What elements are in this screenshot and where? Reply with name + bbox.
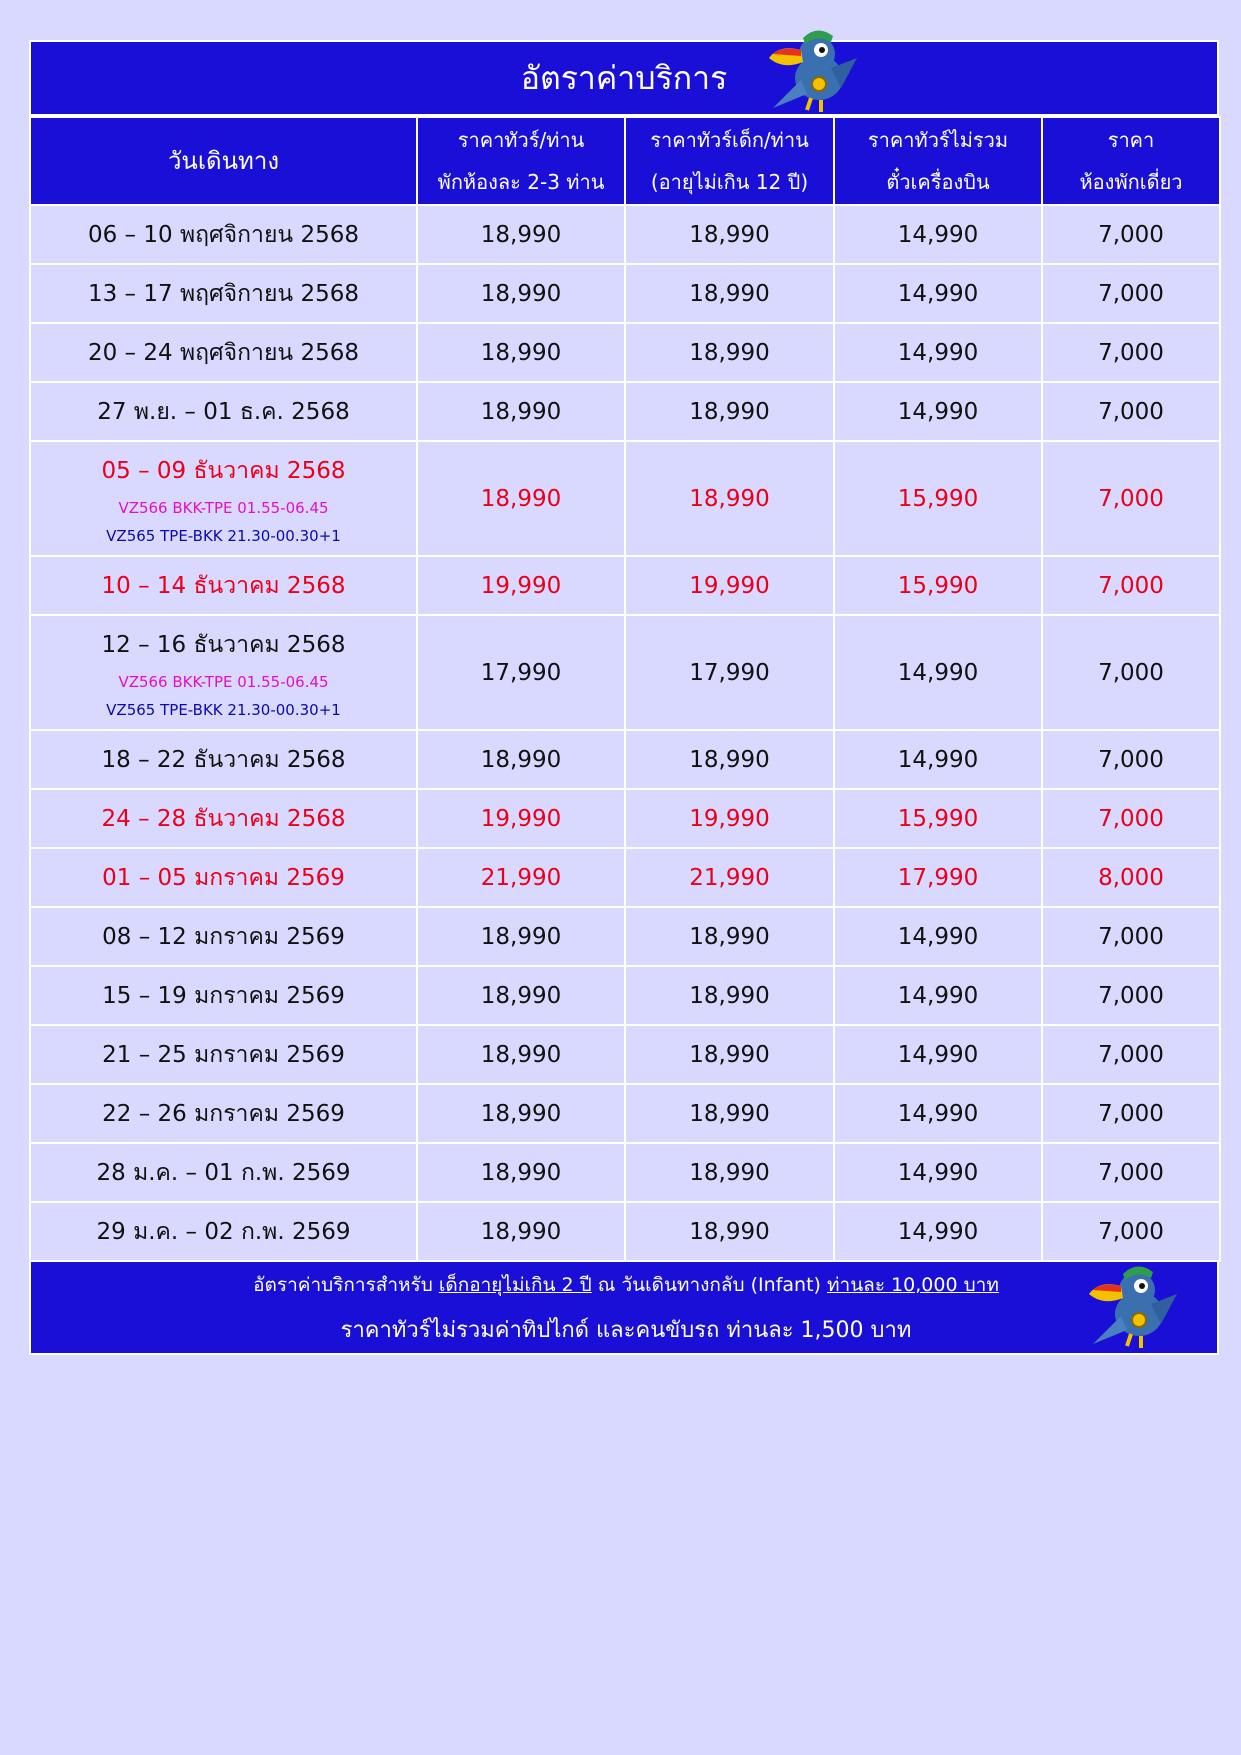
cell-no-flight-price: 14,990	[834, 907, 1042, 966]
tip-note: ราคาทัวร์ไม่รวมค่าทิปไกด์ และคนขับรถ ท่านละ 1,500 บาท	[340, 1318, 912, 1343]
cell-date: 27 พ.ย. – 01 ธ.ค. 2568	[30, 382, 417, 441]
cell-single-room: 7,000	[1042, 615, 1220, 730]
table-row	[30, 615, 1220, 730]
table-row	[30, 1084, 1220, 1143]
cell-single-room: 7,000	[1042, 1084, 1220, 1143]
cell-single-room: 7,000	[1042, 323, 1220, 382]
cell-adult-price: 18,990	[417, 441, 625, 556]
cell-child-price: 18,990	[625, 966, 834, 1025]
cell-no-flight-price: 14,990	[834, 730, 1042, 789]
cell-no-flight-price: 14,990	[834, 382, 1042, 441]
cell-date: 08 – 12 มกราคม 2569	[30, 907, 417, 966]
page-title: อัตราค่าบริการ	[520, 58, 728, 97]
cell-single-room: 7,000	[1042, 264, 1220, 323]
table-row	[30, 966, 1220, 1025]
cell-adult-price: 18,990	[417, 1084, 625, 1143]
cell-date: 15 – 19 มกราคม 2569	[30, 966, 417, 1025]
rates-table	[29, 116, 1221, 1262]
cell-date: 12 – 16 ธันวาคม 2568 VZ566 BKK-TPE 01.55-06.45 VZ565 TPE-BKK 21.30-00.30+1	[30, 615, 417, 730]
cell-date: 01 – 05 มกราคม 2569	[30, 848, 417, 907]
return-flight: VZ565 TPE-BKK 21.30-00.30+1	[106, 526, 341, 545]
cell-no-flight-price: 14,990	[834, 966, 1042, 1025]
header-no-flight-price: ราคาทัวร์ไม่รวม ตั๋วเครื่องบิน	[834, 117, 1042, 205]
cell-single-room: 8,000	[1042, 848, 1220, 907]
cell-adult-price: 18,990	[417, 907, 625, 966]
cell-no-flight-price: 14,990	[834, 205, 1042, 264]
cell-adult-price: 18,990	[417, 205, 625, 264]
rate-sheet	[29, 40, 1219, 1355]
cell-child-price: 19,990	[625, 556, 834, 615]
cell-date: 21 – 25 มกราคม 2569	[30, 1025, 417, 1084]
toucan-mascot-icon	[1081, 1254, 1181, 1354]
table-row	[30, 848, 1220, 907]
cell-no-flight-price: 14,990	[834, 264, 1042, 323]
cell-child-price: 21,990	[625, 848, 834, 907]
cell-single-room: 7,000	[1042, 1025, 1220, 1084]
cell-adult-price: 18,990	[417, 966, 625, 1025]
return-flight: VZ565 TPE-BKK 21.30-00.30+1	[106, 700, 341, 719]
table-row	[30, 556, 1220, 615]
header-child-price: ราคาทัวร์เด็ก/ท่าน (อายุไม่เกิน 12 ปี)	[625, 117, 834, 205]
cell-adult-price: 18,990	[417, 323, 625, 382]
table-row	[30, 382, 1220, 441]
cell-single-room: 7,000	[1042, 556, 1220, 615]
cell-child-price: 18,990	[625, 1202, 834, 1261]
cell-no-flight-price: 15,990	[834, 556, 1042, 615]
toucan-mascot-icon	[761, 18, 861, 118]
cell-no-flight-price: 15,990	[834, 789, 1042, 848]
cell-no-flight-price: 14,990	[834, 615, 1042, 730]
header-adult-price: ราคาทัวร์/ท่าน พักห้องละ 2-3 ท่าน	[417, 117, 625, 205]
title-bar	[29, 40, 1219, 116]
table-row	[30, 205, 1220, 264]
cell-child-price: 18,990	[625, 441, 834, 556]
cell-child-price: 18,990	[625, 1143, 834, 1202]
table-header-row	[30, 117, 1220, 205]
outbound-flight: VZ566 BKK-TPE 01.55-06.45	[118, 498, 329, 517]
table-row	[30, 1143, 1220, 1202]
infant-age-condition: เด็กอายุไม่เกิน 2 ปี	[438, 1274, 592, 1296]
cell-child-price: 19,990	[625, 789, 834, 848]
cell-child-price: 18,990	[625, 1084, 834, 1143]
footer-notes	[29, 1262, 1219, 1355]
cell-single-room: 7,000	[1042, 441, 1220, 556]
cell-single-room: 7,000	[1042, 789, 1220, 848]
cell-child-price: 18,990	[625, 1025, 834, 1084]
outbound-flight: VZ566 BKK-TPE 01.55-06.45	[118, 672, 329, 691]
cell-adult-price: 19,990	[417, 556, 625, 615]
cell-no-flight-price: 14,990	[834, 1202, 1042, 1261]
cell-date: 24 – 28 ธันวาคม 2568	[30, 789, 417, 848]
cell-date: 28 ม.ค. – 01 ก.พ. 2569	[30, 1143, 417, 1202]
cell-child-price: 18,990	[625, 907, 834, 966]
table-row	[30, 264, 1220, 323]
cell-no-flight-price: 14,990	[834, 1143, 1042, 1202]
cell-child-price: 18,990	[625, 205, 834, 264]
cell-date: 29 ม.ค. – 02 ก.พ. 2569	[30, 1202, 417, 1261]
cell-adult-price: 18,990	[417, 264, 625, 323]
cell-child-price: 18,990	[625, 264, 834, 323]
table-row	[30, 323, 1220, 382]
table-row	[30, 907, 1220, 966]
cell-date: 06 – 10 พฤศจิกายน 2568	[30, 205, 417, 264]
cell-no-flight-price: 17,990	[834, 848, 1042, 907]
cell-no-flight-price: 14,990	[834, 1025, 1042, 1084]
cell-single-room: 7,000	[1042, 205, 1220, 264]
cell-date: 22 – 26 มกราคม 2569	[30, 1084, 417, 1143]
cell-single-room: 7,000	[1042, 730, 1220, 789]
cell-date: 13 – 17 พฤศจิกายน 2568	[30, 264, 417, 323]
cell-child-price: 17,990	[625, 615, 834, 730]
cell-adult-price: 18,990	[417, 382, 625, 441]
header-single-room: ราคา ห้องพักเดี่ยว	[1042, 117, 1220, 205]
header-date: วันเดินทาง	[30, 117, 417, 205]
cell-child-price: 18,990	[625, 730, 834, 789]
cell-date: 05 – 09 ธันวาคม 2568 VZ566 BKK-TPE 01.55-06.45 VZ565 TPE-BKK 21.30-00.30+1	[30, 441, 417, 556]
cell-adult-price: 21,990	[417, 848, 625, 907]
cell-date: 20 – 24 พฤศจิกายน 2568	[30, 323, 417, 382]
cell-single-room: 7,000	[1042, 907, 1220, 966]
cell-no-flight-price: 14,990	[834, 1084, 1042, 1143]
table-row	[30, 730, 1220, 789]
cell-adult-price: 18,990	[417, 1025, 625, 1084]
cell-child-price: 18,990	[625, 323, 834, 382]
infant-rate-note: อัตราค่าบริการสำหรับ เด็กอายุไม่เกิน 2 ปี ณ วันเดินทางกลับ (Infant) ท่านละ 10,000 บาท	[253, 1274, 999, 1296]
cell-single-room: 7,000	[1042, 1143, 1220, 1202]
cell-no-flight-price: 15,990	[834, 441, 1042, 556]
infant-price: ท่านละ 10,000 บาท	[827, 1274, 999, 1296]
table-row	[30, 1202, 1220, 1261]
cell-single-room: 7,000	[1042, 382, 1220, 441]
cell-adult-price: 18,990	[417, 730, 625, 789]
table-row	[30, 441, 1220, 556]
cell-child-price: 18,990	[625, 382, 834, 441]
cell-no-flight-price: 14,990	[834, 323, 1042, 382]
cell-adult-price: 19,990	[417, 789, 625, 848]
cell-date: 10 – 14 ธันวาคม 2568	[30, 556, 417, 615]
table-row	[30, 1025, 1220, 1084]
cell-single-room: 7,000	[1042, 1202, 1220, 1261]
table-row	[30, 789, 1220, 848]
cell-single-room: 7,000	[1042, 966, 1220, 1025]
cell-adult-price: 17,990	[417, 615, 625, 730]
cell-adult-price: 18,990	[417, 1143, 625, 1202]
cell-adult-price: 18,990	[417, 1202, 625, 1261]
cell-date: 18 – 22 ธันวาคม 2568	[30, 730, 417, 789]
